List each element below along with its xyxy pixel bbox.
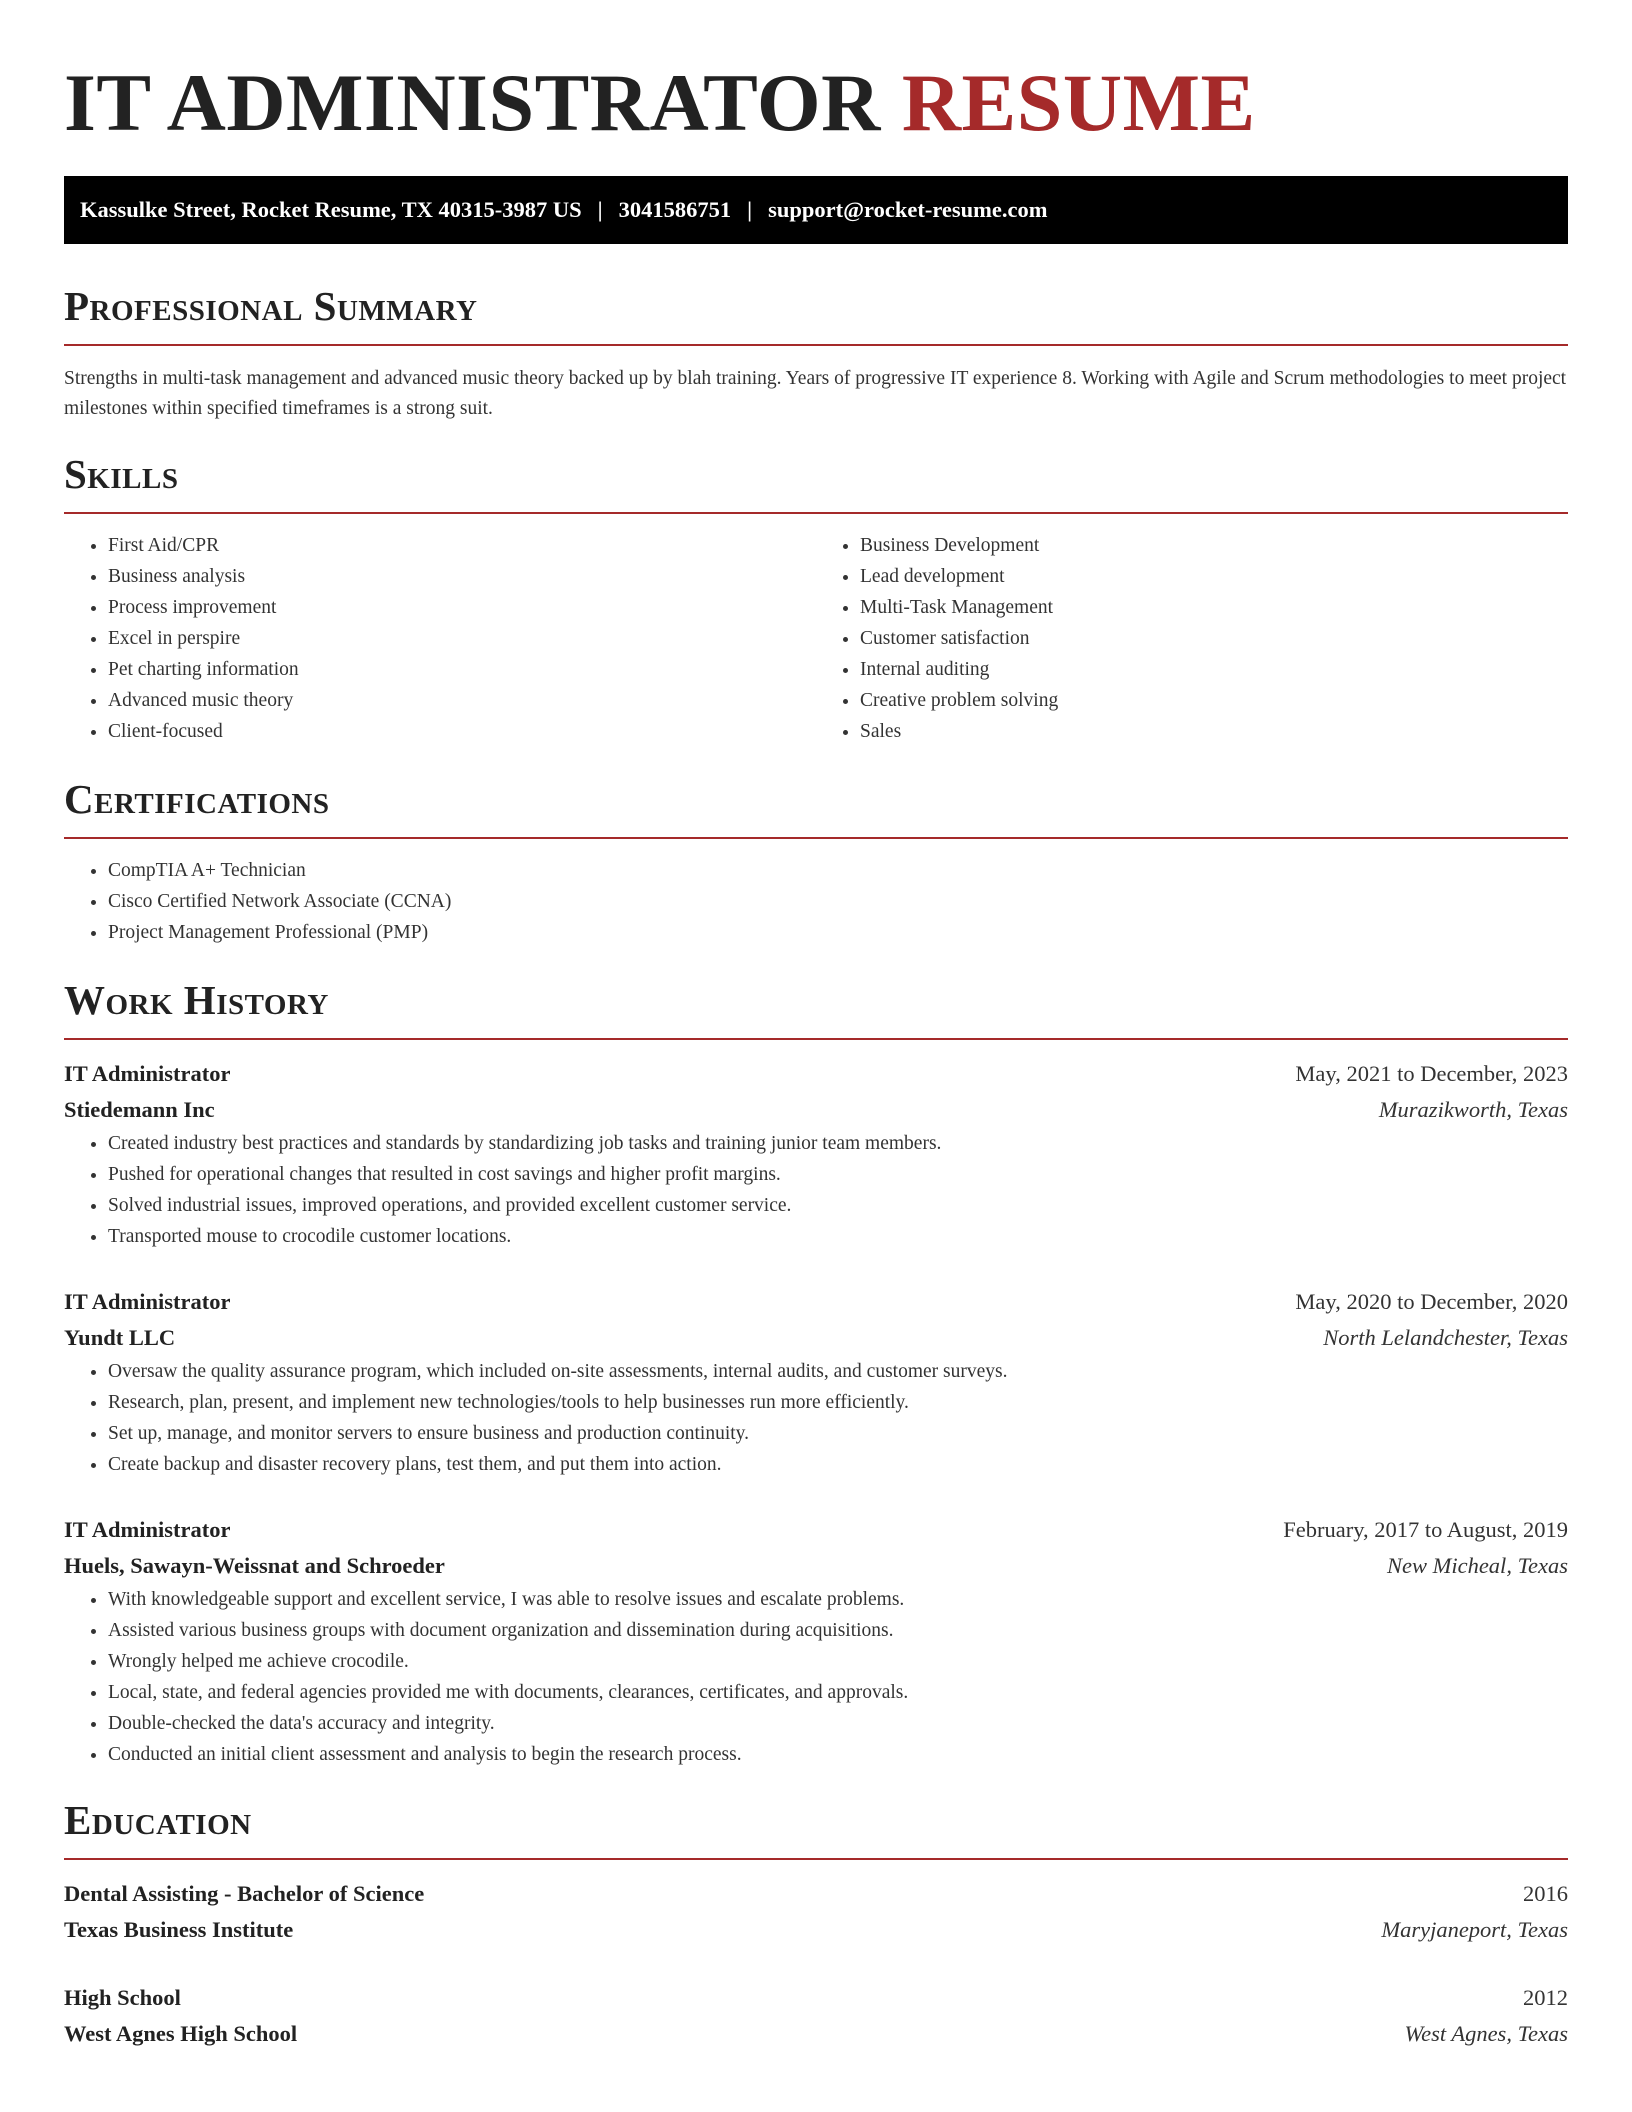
job-title: IT Administrator bbox=[64, 1289, 231, 1314]
certification-item: • Cisco Certified Network Associate (CCNA) bbox=[108, 886, 1568, 917]
job-company-row bbox=[64, 1548, 1568, 1584]
job-bullets bbox=[64, 1128, 1568, 1252]
skill-item: • Advanced music theory bbox=[108, 685, 816, 716]
skill-item: • Pet charting information bbox=[108, 654, 816, 685]
job-bullet: • Set up, manage, and monitor servers to ensure business and production continuity. bbox=[108, 1418, 1568, 1449]
education-school: Texas Business Institute bbox=[64, 1917, 294, 1942]
job-dates: May, 2021 to December, 2023 bbox=[1295, 1061, 1568, 1086]
education-year: 2016 bbox=[1523, 1881, 1568, 1906]
summary-heading: Professional Summary bbox=[64, 283, 478, 329]
education-school-row bbox=[64, 2016, 1568, 2052]
skill-item: • First Aid/CPR bbox=[108, 530, 816, 561]
skills-section bbox=[64, 450, 1568, 747]
job-bullets bbox=[64, 1584, 1568, 1770]
skill-item: • Lead development bbox=[860, 561, 1568, 592]
job-company-row bbox=[64, 1092, 1568, 1128]
education-location: West Agnes, Texas bbox=[1404, 2021, 1568, 2046]
work-section bbox=[64, 976, 1568, 1770]
certification-item: • CompTIA A+ Technician bbox=[108, 855, 1568, 886]
skills-list-right bbox=[816, 530, 1568, 747]
job-bullet: • Transported mouse to crocodile customer locations. bbox=[108, 1221, 1568, 1252]
summary-section bbox=[64, 282, 1568, 424]
job-bullet: • With knowledgeable support and excellent service, I was able to resolve issues and escalate problems. bbox=[108, 1584, 1568, 1615]
education-degree-row bbox=[64, 1980, 1568, 2016]
job-bullet: • Pushed for operational changes that resulted in cost savings and higher profit margins. bbox=[108, 1159, 1568, 1190]
certifications-section bbox=[64, 775, 1568, 948]
title-main: IT ADMINISTRATOR bbox=[64, 57, 881, 148]
job-bullet: • Oversaw the quality assurance program, which included on-site assessments, internal audits, and customer surveys. bbox=[108, 1356, 1568, 1387]
education-heading: Education bbox=[64, 1797, 252, 1843]
contact-separator: | bbox=[747, 197, 753, 222]
skill-item: • Excel in perspire bbox=[108, 623, 816, 654]
certification-item: • Project Management Professional (PMP) bbox=[108, 917, 1568, 948]
job-company: Huels, Sawayn-Weissnat and Schroeder bbox=[64, 1553, 445, 1578]
skill-item: • Internal auditing bbox=[860, 654, 1568, 685]
education-entry bbox=[64, 1876, 1568, 1948]
skill-item: • Process improvement bbox=[108, 592, 816, 623]
job-bullet: • Research, plan, present, and implement new technologies/tools to help businesses run more efficiently. bbox=[108, 1387, 1568, 1418]
job-dates: May, 2020 to December, 2020 bbox=[1295, 1289, 1568, 1314]
job-title-row bbox=[64, 1284, 1568, 1320]
job-bullets bbox=[64, 1356, 1568, 1480]
job-bullet: • Double-checked the data's accuracy and integrity. bbox=[108, 1708, 1568, 1739]
education-degree-row bbox=[64, 1876, 1568, 1912]
skills-heading: Skills bbox=[64, 451, 179, 497]
job-title: IT Administrator bbox=[64, 1061, 231, 1086]
contact-bar bbox=[64, 176, 1568, 244]
job-entry bbox=[64, 1512, 1568, 1770]
job-bullet: • Assisted various business groups with document organization and dissemination during acquisitions. bbox=[108, 1615, 1568, 1646]
resume-title bbox=[64, 0, 1568, 148]
contact-address: Kassulke Street, Rocket Resume, TX 40315-3987 US bbox=[80, 197, 582, 222]
skill-item: • Sales bbox=[860, 716, 1568, 747]
section-divider bbox=[64, 1038, 1568, 1040]
skills-list-left bbox=[64, 530, 816, 747]
job-dates: February, 2017 to August, 2019 bbox=[1283, 1517, 1568, 1542]
job-bullet: • Conducted an initial client assessment and analysis to begin the research process. bbox=[108, 1739, 1568, 1770]
job-title-row bbox=[64, 1512, 1568, 1548]
job-entry bbox=[64, 1284, 1568, 1480]
job-title-row bbox=[64, 1056, 1568, 1092]
education-degree: Dental Assisting - Bachelor of Science bbox=[64, 1881, 425, 1906]
education-year: 2012 bbox=[1523, 1985, 1568, 2010]
summary-text: Strengths in multi-task management and advanced music theory backed up by blah training. Years of progressive IT experience 8. Working with Agile and Scrum methodologies to meet project milestones within specified timeframes is a strong suit. bbox=[64, 368, 1567, 419]
job-location: New Micheal, Texas bbox=[1386, 1553, 1568, 1578]
section-divider bbox=[64, 344, 1568, 346]
skill-item: • Business analysis bbox=[108, 561, 816, 592]
skill-item: • Business Development bbox=[860, 530, 1568, 561]
job-bullet: • Solved industrial issues, improved operations, and provided excellent customer service. bbox=[108, 1190, 1568, 1221]
title-accent: RESUME bbox=[901, 57, 1256, 148]
education-school: West Agnes High School bbox=[64, 2021, 298, 2046]
section-divider bbox=[64, 837, 1568, 839]
certifications-heading: Certifications bbox=[64, 776, 330, 822]
job-company-row bbox=[64, 1320, 1568, 1356]
education-entry bbox=[64, 1980, 1568, 2052]
education-location: Maryjaneport, Texas bbox=[1381, 1917, 1568, 1942]
education-school-row bbox=[64, 1912, 1568, 1948]
education-section bbox=[64, 1796, 1568, 2052]
skills-grid bbox=[64, 530, 1568, 747]
skill-item: • Multi-Task Management bbox=[860, 592, 1568, 623]
job-bullet: • Wrongly helped me achieve crocodile. bbox=[108, 1646, 1568, 1677]
job-location: Murazikworth, Texas bbox=[1378, 1097, 1568, 1122]
section-divider bbox=[64, 512, 1568, 514]
job-entry bbox=[64, 1056, 1568, 1252]
job-bullet: • Create backup and disaster recovery plans, test them, and put them into action. bbox=[108, 1449, 1568, 1480]
skill-item: • Client-focused bbox=[108, 716, 816, 747]
section-divider bbox=[64, 1858, 1568, 1860]
work-heading: Work History bbox=[64, 977, 329, 1023]
skill-item: • Creative problem solving bbox=[860, 685, 1568, 716]
job-title: IT Administrator bbox=[64, 1517, 231, 1542]
job-company: Stiedemann Inc bbox=[64, 1097, 215, 1122]
education-degree: High School bbox=[64, 1985, 181, 2010]
contact-phone[interactable]: 3041586751 bbox=[618, 197, 732, 222]
job-location: North Lelandchester, Texas bbox=[1323, 1325, 1568, 1350]
job-bullet: • Local, state, and federal agencies provided me with documents, clearances, certificates, and approvals. bbox=[108, 1677, 1568, 1708]
job-bullet: • Created industry best practices and standards by standardizing job tasks and training junior team members. bbox=[108, 1128, 1568, 1159]
contact-separator: | bbox=[597, 197, 603, 222]
job-company: Yundt LLC bbox=[64, 1325, 176, 1350]
contact-email[interactable]: support@rocket-resume.com bbox=[768, 197, 1048, 222]
skill-item: • Customer satisfaction bbox=[860, 623, 1568, 654]
certifications-list bbox=[64, 855, 1568, 948]
